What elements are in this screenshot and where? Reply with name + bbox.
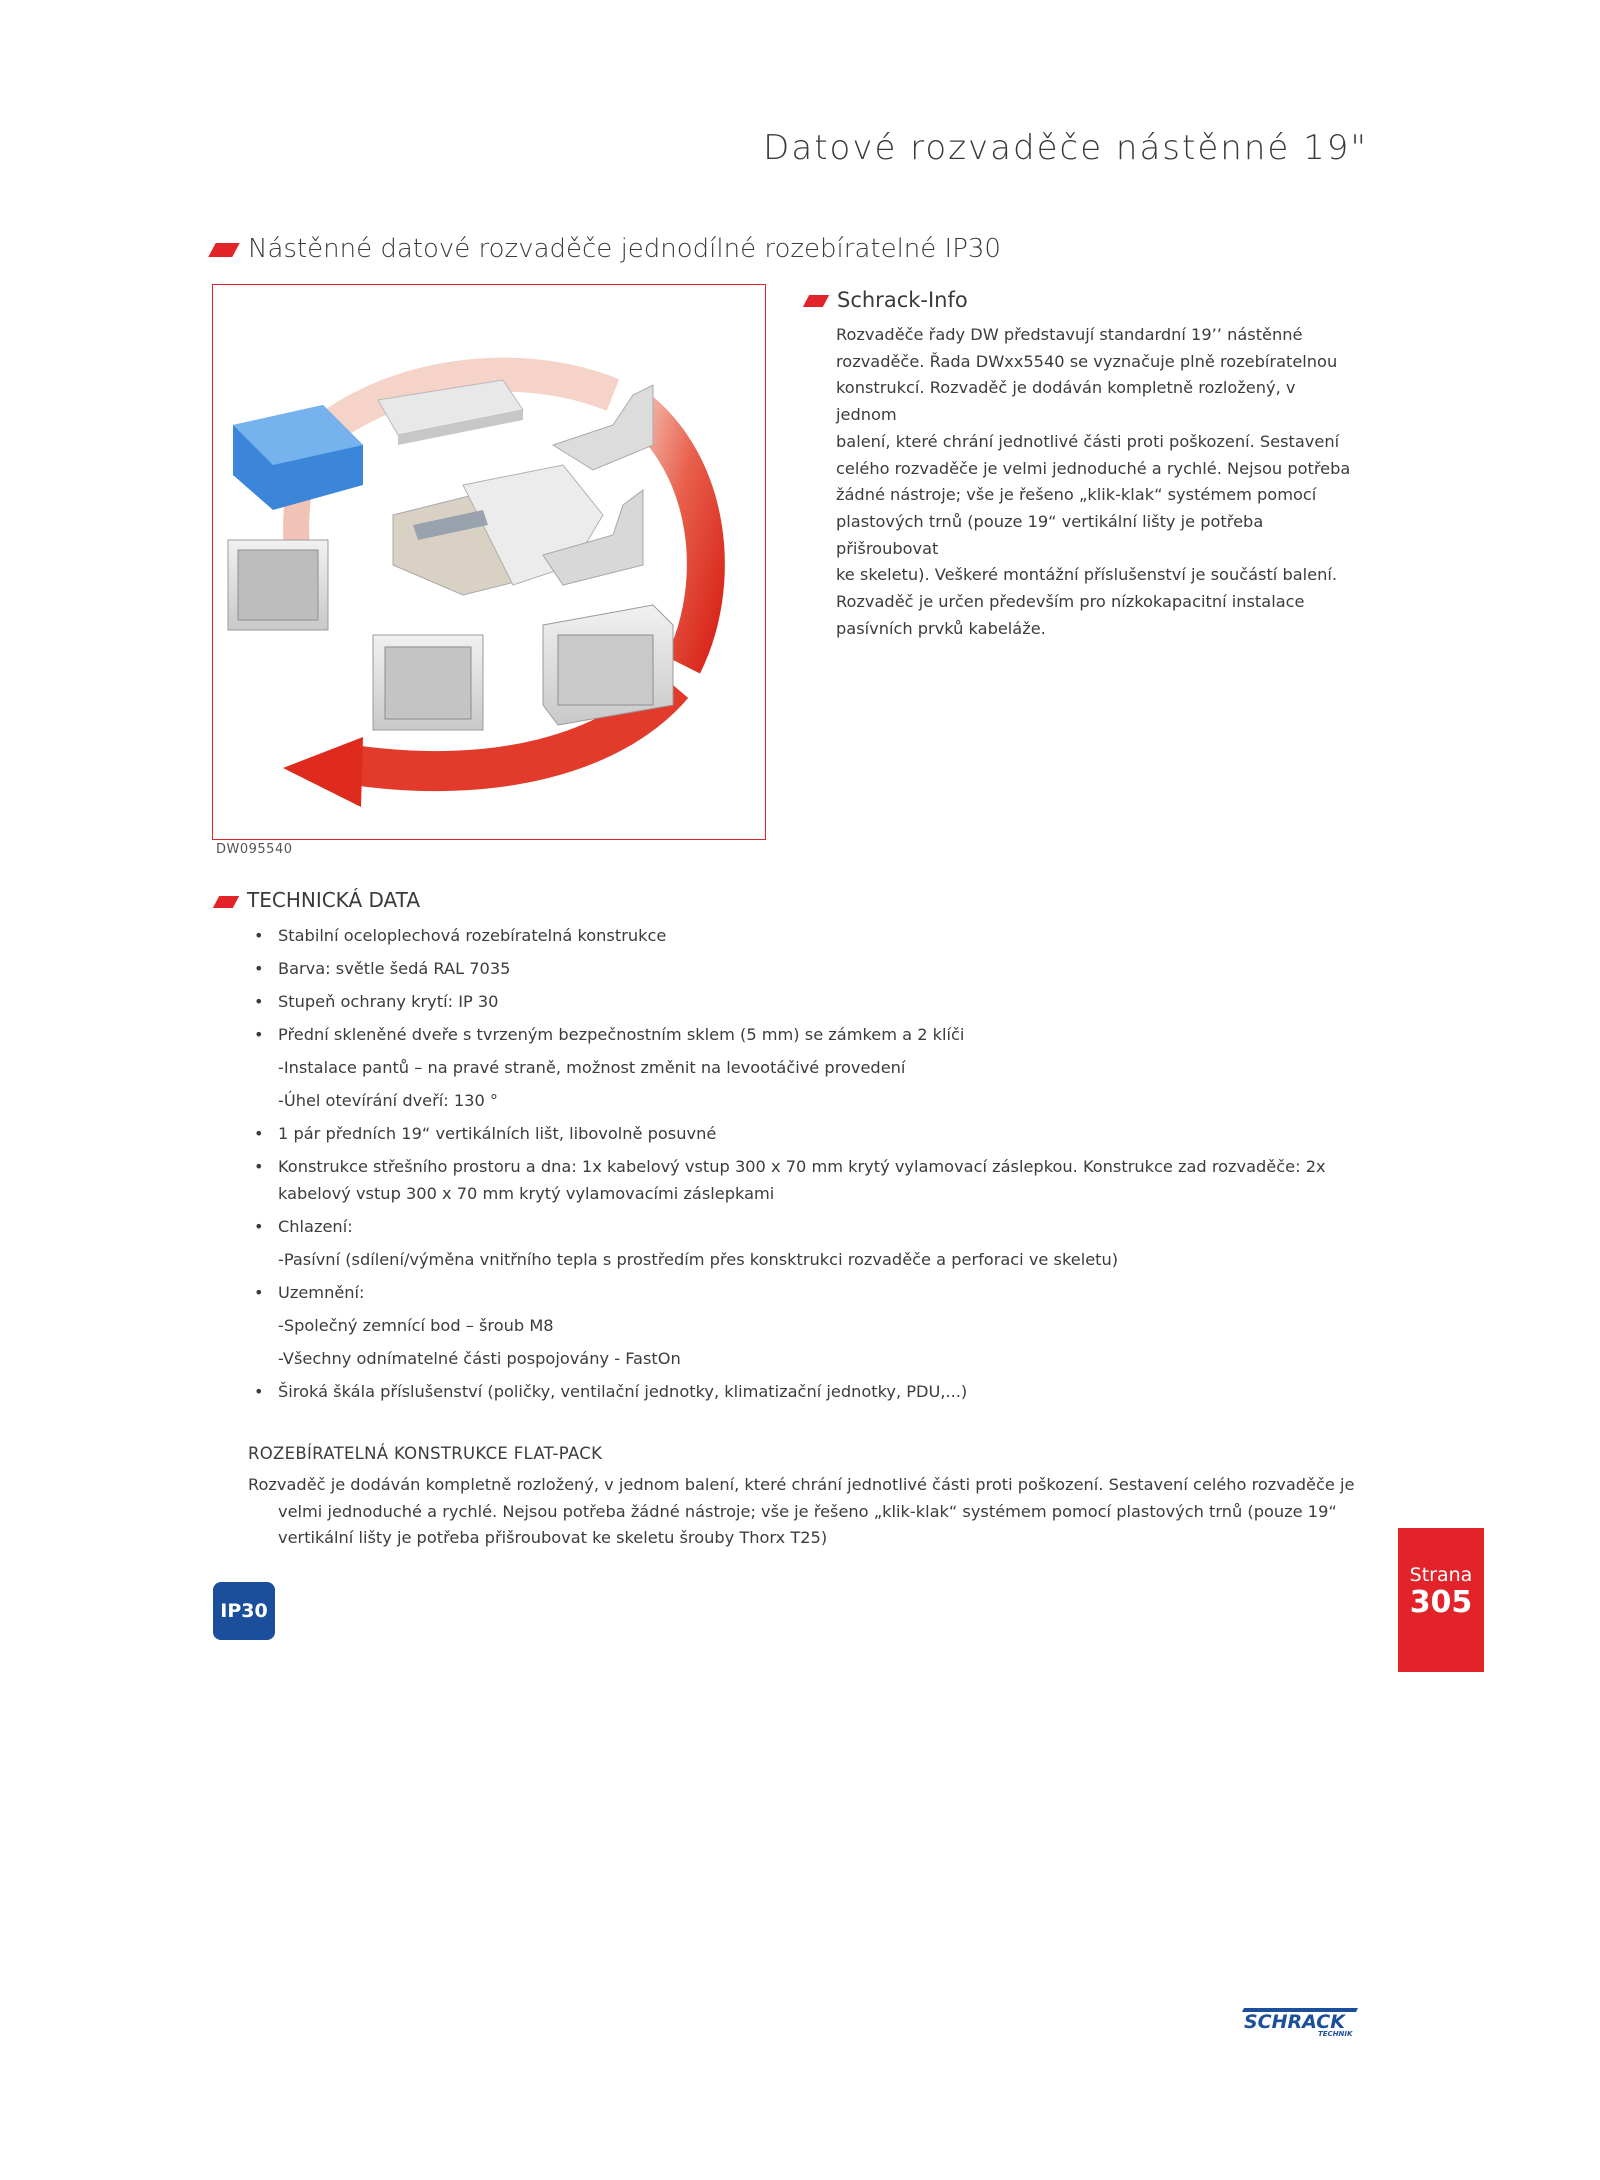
page-number: 305	[1409, 1585, 1473, 1620]
info-line: plastových trnů (pouze 19“ vertikální lišty je potřeba přišroubovat	[836, 511, 1264, 558]
list-item: • Široká škála příslušenství (poličky, ventilační jednotky, klimatizační jednotky, PDU,...)	[252, 1378, 1362, 1405]
arrow-head	[283, 737, 363, 807]
info-line: ke skeletu). Veškeré montážní příslušenství je součástí balení.	[836, 565, 1337, 585]
svg-text:SCHRACK: SCHRACK	[1244, 2011, 1345, 2033]
info-marker-icon	[803, 295, 829, 307]
info-line: konstrukcí. Rozvaděč je dodáván kompletně rozložený, v jednom	[836, 378, 1296, 425]
flatpack-text	[248, 1472, 1358, 1552]
section-title-text: Nástěnné datové rozvaděče jednodílné rozebíratelné IP30	[248, 234, 1001, 264]
list-item: • Stupeň ochrany krytí: IP 30	[252, 988, 1362, 1015]
list-item: -Všechny odnímatelné části pospojovány - FastOn	[278, 1349, 681, 1368]
tech-list	[252, 922, 1362, 1411]
info-text	[836, 322, 1356, 642]
image-caption: DW095540	[216, 842, 293, 857]
info-line: rozvaděče. Řada DWxx5540 se vyznačuje plně rozebíratelnou	[836, 351, 1338, 371]
product-image	[212, 284, 766, 840]
list-item: • Přední skleněné dveře s tvrzeným bezpečnostním sklem (5 mm) se zámkem a 2 klíči	[252, 1021, 1362, 1048]
list-item: • Stabilní oceloplechová rozebíratelná konstrukce	[252, 922, 1362, 949]
schrack-logo	[1236, 2006, 1360, 2038]
info-line: Rozvaděč je určen především pro nízkokapacitní instalace	[836, 592, 1305, 612]
tech-title-text: TECHNICKÁ DATA	[247, 888, 421, 912]
list-item: • Konstrukce střešního prostoru a dna: 1x kabelový vstup 300 x 70 mm krytý vylamovací záslepkou. Konstrukce zad rozvaděče: 2x kabelový vstup 300 x 70 mm krytý vylamovacími záslepkami	[252, 1153, 1362, 1207]
list-item: -Společný zemnící bod – šroub M8	[278, 1316, 554, 1335]
svg-text:TECHNIK: TECHNIK	[1318, 2030, 1353, 2038]
info-line: Rozvaděče řady DW představují standardní 19’’ nástěnné	[836, 325, 1303, 344]
list-item: -Instalace pantů – na pravé straně, možnost změnit na levootáčivé provedení	[278, 1058, 906, 1077]
list-item: • Chlazení:	[252, 1213, 1362, 1240]
exploded-cabinet-illustration	[213, 285, 764, 838]
info-line: balení, které chrání jednotlivé části proti poškození. Sestavení	[836, 431, 1340, 451]
list-item: -Pasívní (sdílení/výměna vnitřního tepla s prostředím přes konsktrukci rozvaděče a perforaci ve skeletu)	[278, 1250, 1119, 1269]
info-line: žádné nástroje; vše je řešeno „klik-klak“ systémem pomocí	[836, 485, 1317, 505]
flatpack-text-body: Rozvaděč je dodáván kompletně rozložený, v jednom balení, které chrání jednotlivé části proti poškození. Sestavení celého rozvaděče je velmi jednoduché a rychlé. Nejsou potřeba žádné nástroje; vše je řešeno „klik-klak“ systémem pomocí plastových trnů (pouze 19“ vertikální lišty je potřeba přišroubovat ke skeletu šrouby Thorx T25)	[248, 1475, 1355, 1547]
tech-marker-icon	[213, 896, 239, 908]
schrack-logo-icon	[1236, 2006, 1360, 2038]
section-marker-icon	[208, 243, 239, 257]
page-tab-label: Strana	[1409, 1564, 1473, 1586]
list-item: -Úhel otevírání dveří: 130 °	[278, 1091, 499, 1110]
list-item: • Uzemnění:	[252, 1279, 1362, 1306]
page-tab	[1398, 1528, 1484, 1672]
ip30-badge: IP30	[213, 1582, 275, 1640]
tech-title	[216, 888, 420, 912]
list-item: • Barva: světle šedá RAL 7035	[252, 955, 1362, 982]
info-line: pasívních prvků kabeláže.	[836, 618, 1046, 638]
info-line: celého rozvaděče je velmi jednoduché a rychlé. Nejsou potřeba	[836, 458, 1351, 478]
info-title-text: Schrack-Info	[837, 288, 968, 312]
section-title	[212, 234, 1001, 264]
info-title	[806, 288, 968, 312]
list-item: • 1 pár předních 19“ vertikálních lišt, libovolně posuvné	[252, 1120, 1362, 1147]
flatpack-title: ROZEBÍRATELNÁ KONSTRUKCE FLAT-PACK	[248, 1444, 603, 1463]
page-title: Datové rozvaděče nástěnné 19"	[763, 128, 1368, 168]
